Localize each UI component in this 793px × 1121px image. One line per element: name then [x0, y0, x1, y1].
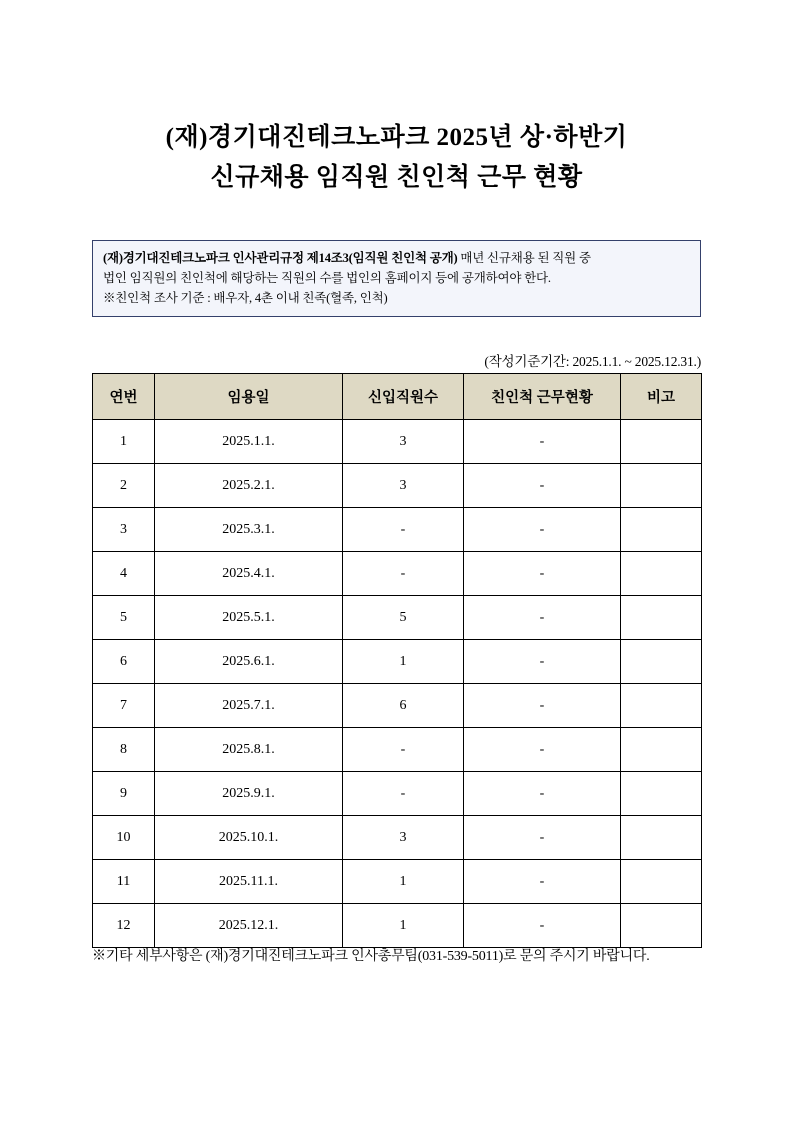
cell-date: 2025.6.1. [155, 640, 343, 684]
cell-no: 11 [93, 860, 155, 904]
cell-count: - [343, 728, 464, 772]
notice-regulation-reference: (재)경기대진테크노파크 인사관리규정 제14조3(임직원 친인척 공개) [103, 251, 458, 265]
cell-relative: - [464, 640, 621, 684]
cell-no: 6 [93, 640, 155, 684]
cell-relative: - [464, 596, 621, 640]
cell-count: 1 [343, 640, 464, 684]
cell-relative: - [464, 464, 621, 508]
cell-date: 2025.8.1. [155, 728, 343, 772]
table-row [93, 508, 702, 552]
cell-count: 1 [343, 860, 464, 904]
column-header-count: 신입직원수 [343, 374, 464, 420]
cell-no: 12 [93, 904, 155, 948]
cell-note [621, 640, 702, 684]
cell-no: 7 [93, 684, 155, 728]
title-line-1: (재)경기대진테크노파크 2025년 상·하반기 [165, 124, 628, 151]
cell-relative: - [464, 552, 621, 596]
cell-relative: - [464, 772, 621, 816]
notice-line-3: ※친인척 조사 기준 : 배우자, 4촌 이내 친족(혈족, 인척) [103, 291, 388, 305]
table-row [93, 772, 702, 816]
table-row [93, 552, 702, 596]
employment-table-wrapper [92, 373, 701, 948]
cell-date: 2025.11.1. [155, 860, 343, 904]
cell-no: 5 [93, 596, 155, 640]
cell-date: 2025.10.1. [155, 816, 343, 860]
cell-date: 2025.3.1. [155, 508, 343, 552]
cell-date: 2025.5.1. [155, 596, 343, 640]
employment-table [92, 373, 702, 948]
cell-note [621, 552, 702, 596]
cell-note [621, 772, 702, 816]
cell-no: 3 [93, 508, 155, 552]
cell-no: 2 [93, 464, 155, 508]
column-header-note: 비고 [621, 374, 702, 420]
notice-line-2: 법인 임직원의 친인척에 해당하는 직원의 수를 법인의 홈페이지 등에 공개하여야 한다. [103, 271, 551, 285]
cell-no: 10 [93, 816, 155, 860]
cell-note [621, 860, 702, 904]
table-row [93, 684, 702, 728]
cell-count: - [343, 772, 464, 816]
cell-relative: - [464, 904, 621, 948]
title-line-2: 신규채용 임직원 친인척 근무 현황 [210, 164, 583, 191]
cell-count: 1 [343, 904, 464, 948]
cell-date: 2025.7.1. [155, 684, 343, 728]
cell-count: - [343, 552, 464, 596]
table-row [93, 728, 702, 772]
table-row [93, 860, 702, 904]
column-header-no: 연번 [93, 374, 155, 420]
cell-count: 3 [343, 420, 464, 464]
cell-count: 3 [343, 464, 464, 508]
table-row [93, 420, 702, 464]
cell-count: - [343, 508, 464, 552]
cell-relative: - [464, 728, 621, 772]
cell-date: 2025.2.1. [155, 464, 343, 508]
cell-relative: - [464, 816, 621, 860]
table-row [93, 596, 702, 640]
cell-note [621, 420, 702, 464]
cell-note [621, 508, 702, 552]
cell-relative: - [464, 684, 621, 728]
footer-contact-note: ※기타 세부사항은 (재)경기대진테크노파크 인사총무팀(031-539-5011)로 문의 주시기 바랍니다. [92, 949, 650, 964]
cell-no: 4 [93, 552, 155, 596]
cell-note [621, 684, 702, 728]
cell-date: 2025.1.1. [155, 420, 343, 464]
cell-relative: - [464, 860, 621, 904]
table-body [93, 420, 702, 948]
table-row [93, 904, 702, 948]
table-header-row [93, 374, 702, 420]
cell-date: 2025.4.1. [155, 552, 343, 596]
regulation-notice-box [92, 240, 701, 317]
cell-no: 1 [93, 420, 155, 464]
cell-count: 6 [343, 684, 464, 728]
cell-note [621, 728, 702, 772]
column-header-date: 임용일 [155, 374, 343, 420]
cell-date: 2025.9.1. [155, 772, 343, 816]
cell-relative: - [464, 508, 621, 552]
cell-note [621, 596, 702, 640]
table-header [93, 374, 702, 420]
cell-relative: - [464, 420, 621, 464]
table-row [93, 640, 702, 684]
table-row [93, 816, 702, 860]
period-note: (작성기준기간: 2025.1.1. ~ 2025.12.31.) [484, 354, 701, 369]
cell-date: 2025.12.1. [155, 904, 343, 948]
column-header-relative: 친인척 근무현황 [464, 374, 621, 420]
cell-note [621, 464, 702, 508]
cell-count: 3 [343, 816, 464, 860]
cell-count: 5 [343, 596, 464, 640]
notice-regulation-rest: 매년 신규채용 된 직원 중 [457, 251, 591, 265]
cell-note [621, 816, 702, 860]
table-row [93, 464, 702, 508]
cell-note [621, 904, 702, 948]
document-title [0, 118, 793, 198]
notice-line-1 [103, 248, 690, 268]
cell-no: 9 [93, 772, 155, 816]
cell-no: 8 [93, 728, 155, 772]
